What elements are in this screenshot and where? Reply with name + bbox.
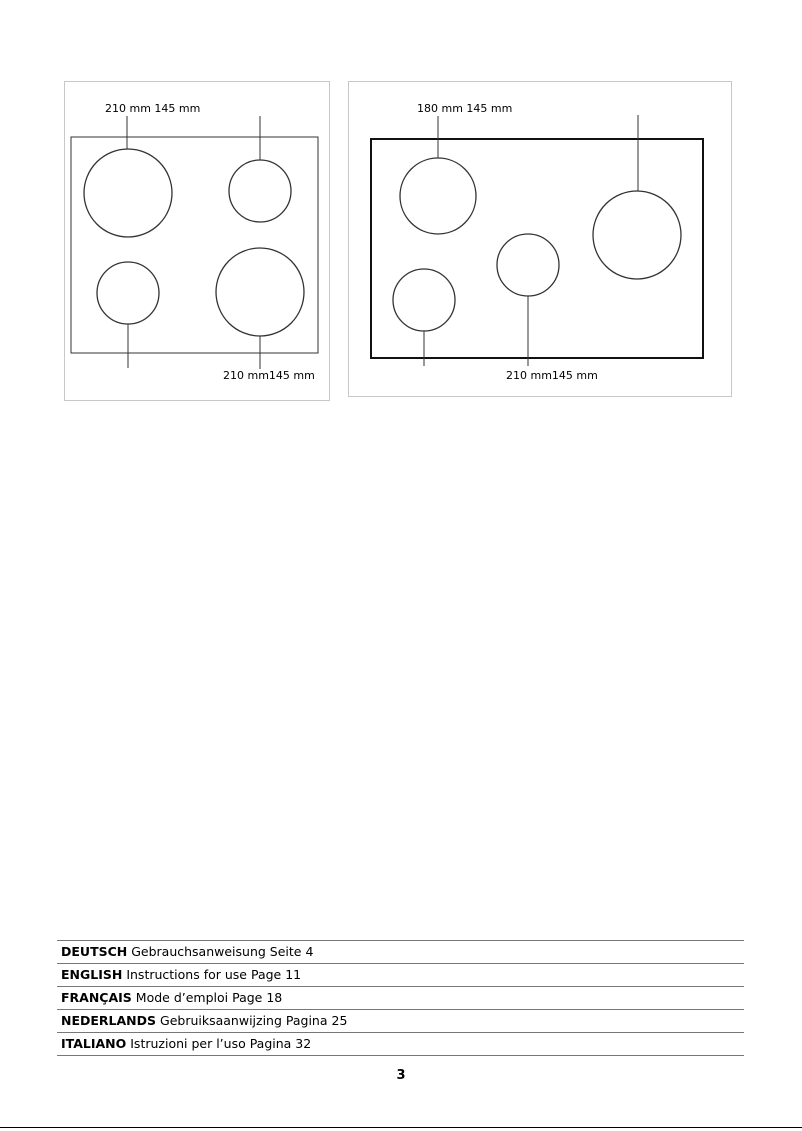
cooking-zone-center-small xyxy=(497,234,559,296)
table-row xyxy=(57,964,744,987)
language-reference: Instructions for use Page 11 xyxy=(126,967,302,982)
table-row xyxy=(57,941,744,964)
table-row xyxy=(57,987,744,1010)
language-entry xyxy=(57,1010,744,1033)
cooking-zone-back-right-small xyxy=(229,160,291,222)
cooking-zone-front-left-large xyxy=(84,149,172,237)
language-name: ENGLISH xyxy=(61,967,123,982)
language-entry xyxy=(57,964,744,987)
table-row xyxy=(57,1010,744,1033)
dimension-label-bottom: 210 mm145 mm xyxy=(506,369,598,382)
cooking-zone-front-right-large xyxy=(216,248,304,336)
hob-diagram-right xyxy=(348,81,732,397)
language-name: NEDERLANDS xyxy=(61,1013,157,1028)
language-name: FRANÇAIS xyxy=(61,990,132,1005)
language-entry xyxy=(57,941,744,964)
dimension-label-bottom: 210 mm145 mm xyxy=(223,369,315,382)
dimension-label-top: 180 mm 145 mm xyxy=(417,102,513,115)
table-row xyxy=(57,1033,744,1056)
hob-diagram-left xyxy=(64,81,330,401)
language-reference: Istruzioni per l’uso Pagina 32 xyxy=(130,1036,312,1051)
hob-outline-right xyxy=(371,139,703,358)
bottom-divider xyxy=(0,1127,802,1128)
cooking-zone-left-medium xyxy=(400,158,476,234)
language-index-table xyxy=(57,940,744,1056)
language-name: DEUTSCH xyxy=(61,944,128,959)
hob-drawing-right xyxy=(349,82,731,396)
hob-drawing-left xyxy=(65,82,329,400)
hob-outline-left xyxy=(71,137,318,353)
language-reference: Gebrauchsanweisung Seite 4 xyxy=(131,944,314,959)
page-number: 3 xyxy=(396,1068,406,1083)
language-name: ITALIANO xyxy=(61,1036,127,1051)
language-reference: Mode d’emploi Page 18 xyxy=(135,990,283,1005)
language-reference: Gebruiksaanwijzing Pagina 25 xyxy=(160,1013,348,1028)
cooking-zone-front-left-small xyxy=(393,269,455,331)
language-entry xyxy=(57,1033,744,1056)
dimension-label-top: 210 mm 145 mm xyxy=(105,102,201,115)
cooking-zone-right-large xyxy=(593,191,681,279)
language-entry xyxy=(57,987,744,1010)
cooking-zone-back-left-small xyxy=(97,262,159,324)
